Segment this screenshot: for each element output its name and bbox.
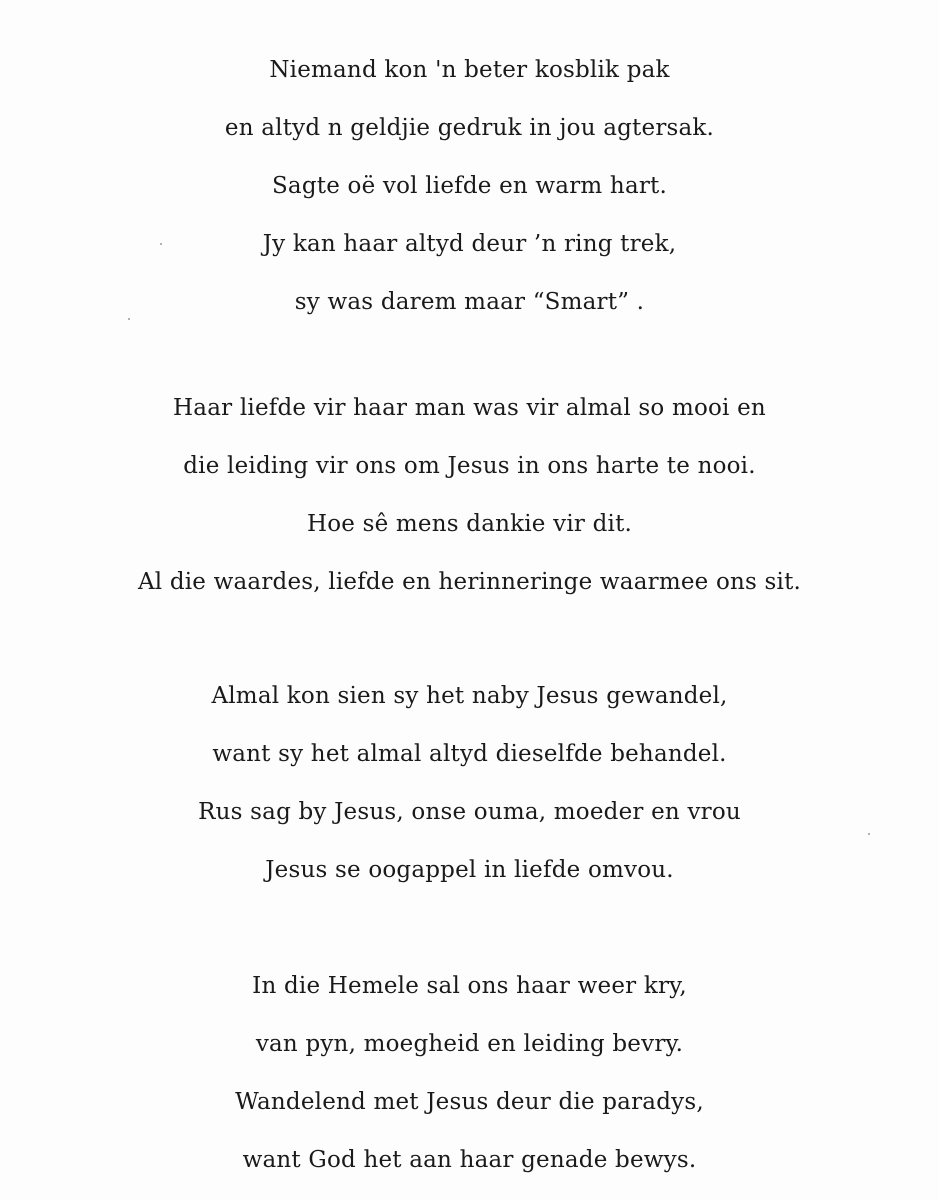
poem-line: Rus sag by Jesus, onse ouma, moeder en vrou (198, 799, 741, 825)
poem-line: In die Hemele sal ons haar weer kry, (252, 973, 687, 999)
scan-speck (160, 243, 162, 245)
poem-line: want sy het almal altyd dieselfde behandel. (212, 741, 727, 767)
scan-speck (128, 318, 130, 320)
poem-line: die leiding vir ons om Jesus in ons harte te nooi. (183, 453, 756, 479)
stanza-3 (0, 667, 939, 899)
poem-line: Jy kan haar altyd deur ’n ring trek, (262, 231, 677, 257)
poem-line: Almal kon sien sy het naby Jesus gewandel, (211, 683, 728, 709)
poem-line: van pyn, moegheid en leiding bevry. (255, 1031, 684, 1057)
poem-line: en altyd n geldjie gedruk in jou agtersak. (224, 115, 715, 141)
poem-line: Niemand kon 'n beter kosblik pak (269, 57, 670, 83)
poem-line: Al die waardes, liefde en herinneringe waarmee ons sit. (137, 569, 802, 595)
stanza-4 (0, 957, 939, 1189)
poem-line: Sagte oë vol liefde en warm hart. (271, 173, 668, 199)
poem-line: Wandelend met Jesus deur die paradys, (235, 1089, 704, 1115)
stanza-1 (0, 41, 939, 331)
poem-line: sy was darem maar “Smart” . (294, 289, 645, 315)
poem-line: Haar liefde vir haar man was vir almal so mooi en (173, 395, 766, 421)
poem-line: want God het aan haar genade bewys. (242, 1147, 697, 1173)
poem-line: Jesus se oogappel in liefde omvou. (265, 857, 674, 883)
scan-speck (868, 833, 870, 835)
poem-line: Hoe sê mens dankie vir dit. (306, 511, 633, 537)
stanza-2 (0, 379, 939, 611)
